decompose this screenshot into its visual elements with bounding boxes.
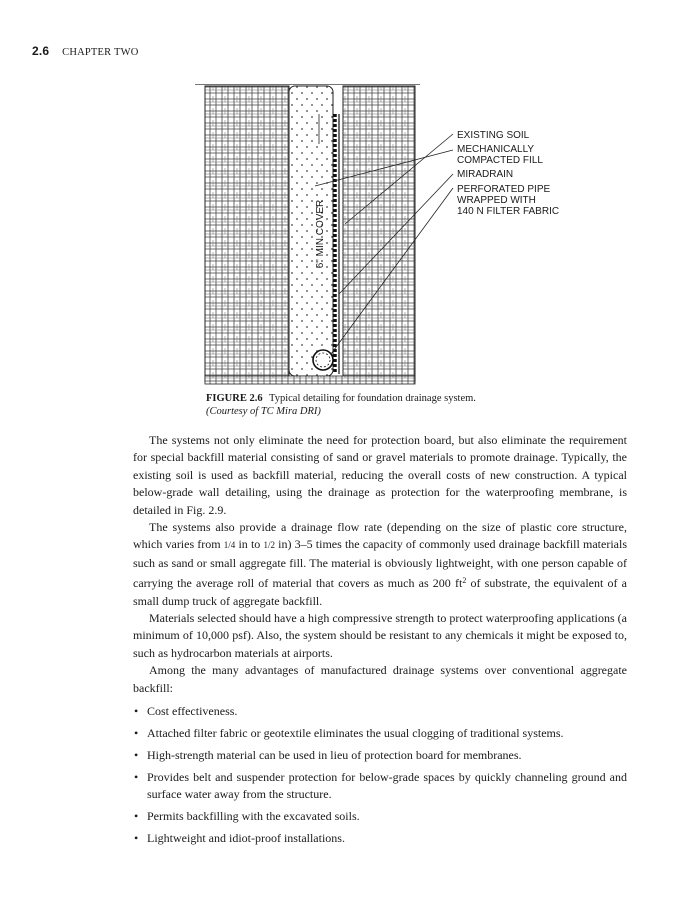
list-item: • Provides belt and suspender protection for below-grade spaces by quickly channeling ground and surface water away from the structure. xyxy=(134,769,627,802)
bullet-icon: • xyxy=(134,726,139,740)
label-pipe-1: PERFORATED PIPE xyxy=(457,184,551,195)
chapter-title: CHAPTER TWO xyxy=(62,47,139,58)
caption-label: FIGURE 2.6 xyxy=(206,393,263,404)
cover-dimension-label: 6" MIN COVER xyxy=(315,199,326,269)
caption-text: Typical detailing for foundation drainage system. xyxy=(269,393,476,404)
bullet-icon: • xyxy=(134,769,139,784)
label-miradrain: MIRADRAIN xyxy=(457,169,514,180)
figure-caption xyxy=(206,392,476,418)
paragraph-2: The systems also provide a drainage flow rate (depending on the size of plastic core structure, which varies from 1/4 in to 1/2 in) 3–5 times the capacity of commonly used drainage backfill materials such as sand or small aggregate fill. The material is obviously lightweight, with one person capable of carrying the average roll of material that covers as much as 200 $ft^2$ of substrate, the equivalent of a small dump truck of aggregate backfill. xyxy=(133,520,627,608)
paragraph-3: Materials selected should have a high compressive strength to protect waterproofing applications (a minimum of 10,000 psf). Also, the system should be resistant to any chemicals it might be exposed to, such as hydrocarbon materials at airports. xyxy=(133,611,627,660)
compacted-fill xyxy=(289,86,333,376)
list-item: • High-strength material can be used in lieu of protection board for membranes. xyxy=(133,747,627,764)
fraction-quarter: 1/4 xyxy=(223,540,236,551)
label-pipe-2: WRAPPED WITH xyxy=(457,195,536,206)
paragraph-1: The systems not only eliminate the need for protection board, but also eliminate the requirement for special backfill material consisting of sand or gravel materials to promote drainage. Typically, the existing soil is used as backfill material, reducing the overall costs of new construction. A typical below-grade wall detailing, using the drainage as protection for the waterproofing membrane, is detailed in Fig. 2.9. xyxy=(133,433,627,517)
advantages-list xyxy=(133,703,627,847)
bullet-icon: • xyxy=(134,747,139,762)
caption-credit: (Courtesy of TC Mira DRI) xyxy=(206,406,321,417)
bullet-icon: • xyxy=(134,831,139,846)
bullet-icon: • xyxy=(134,809,139,824)
drainage-figure xyxy=(195,84,615,404)
drainage-diagram xyxy=(195,84,615,404)
label-existing-soil: EXISTING SOIL xyxy=(457,130,530,141)
page-number: 2.6 xyxy=(32,44,50,58)
bullet-icon: • xyxy=(134,704,139,719)
label-fill-2: COMPACTED FILL xyxy=(457,155,543,166)
label-fill-1: MECHANICALLY xyxy=(457,144,535,155)
running-header xyxy=(32,44,139,58)
existing-soil-right xyxy=(343,86,415,382)
label-pipe-3: 140 N FILTER FABRIC xyxy=(457,206,560,217)
list-item: • Permits backfilling with the excavated soils. xyxy=(133,808,627,825)
superscript-2: 2 xyxy=(462,576,467,586)
fraction-half: 1/2 xyxy=(263,540,275,551)
list-item: • Lightweight and idiot-proof installations. xyxy=(133,830,627,847)
list-item: • Attached filter fabric or geotextile eliminates the usual clogging of traditional systems. xyxy=(133,725,627,742)
body-text xyxy=(133,432,627,847)
list-item: • Cost effectiveness. xyxy=(133,703,627,720)
paragraph-4: Among the many advantages of manufactured drainage systems over conventional aggregate backfill: xyxy=(133,663,627,695)
existing-soil-left xyxy=(205,86,289,382)
